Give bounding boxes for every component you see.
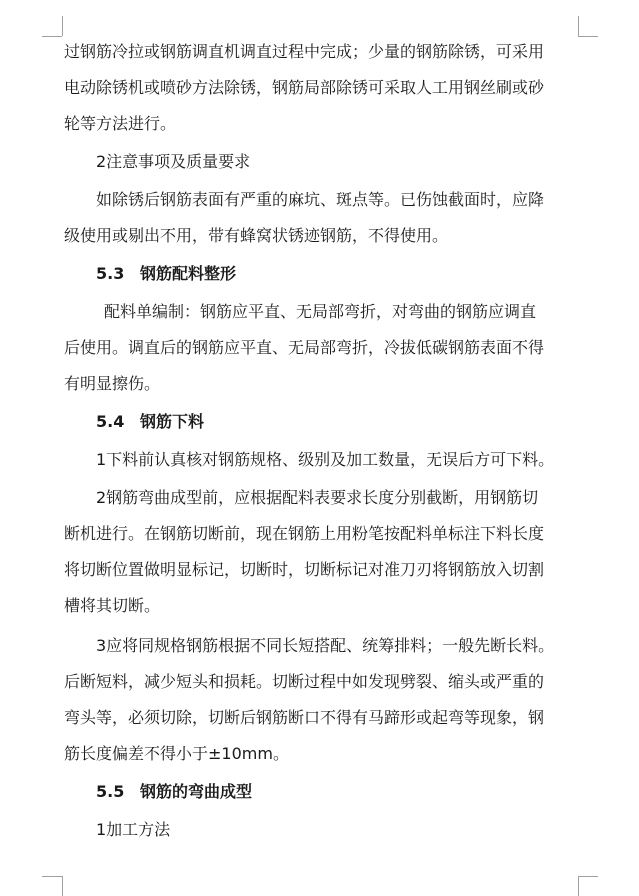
body-text-line: 配料单编制：钢筋应平直、无局部弯折，对弯曲的钢筋应调直 — [104, 302, 537, 321]
section-number: 5.3 — [96, 264, 125, 283]
body-text-line: 电动除锈机或喷砂方法除锈，钢筋局部除锈可采取人工用钢丝刷或砂 — [64, 78, 545, 97]
subsection-label: 1加工方法 — [96, 820, 171, 839]
section-title: 钢筋下料 — [140, 412, 205, 431]
body-text-line: 如除锈后钢筋表面有严重的麻坑、斑点等。已伤蚀截面时，应降 — [96, 190, 545, 209]
body-text-line: 断机进行。在钢筋切断前，现在钢筋上用粉笔按配料单标注下料长度 — [64, 524, 545, 543]
section-heading-5-5 — [96, 780, 252, 804]
body-text-line: 将切断位置做明显标记，切断时，切断标记对准刀刃将钢筋放入切割 — [64, 560, 545, 579]
section-heading-5-4 — [96, 410, 204, 434]
body-text-line: 后断短料，减少短头和损耗。切断过程中如发现劈裂、缩头或严重的 — [64, 672, 545, 691]
body-text-line: 有明显擦伤。 — [64, 374, 161, 393]
section-heading-5-3 — [96, 262, 236, 286]
section-number: 5.4 — [96, 412, 125, 431]
section-number: 5.5 — [96, 782, 125, 801]
body-text-line: 级使用或剔出不用，带有蜂窝状锈迹钢筋，不得使用。 — [64, 226, 449, 245]
body-text-line: 筋长度偏差不得小于±10mm。 — [64, 744, 289, 763]
body-text-line: 1下料前认真核对钢筋规格、级别及加工数量，无误后方可下料。 — [96, 450, 555, 469]
section-title: 钢筋的弯曲成型 — [140, 782, 253, 801]
body-text-line: 2钢筋弯曲成型前，应根据配料表要求长度分别截断，用钢筋切 — [96, 488, 539, 507]
body-text-line: 过钢筋冷拉或钢筋调直机调直过程中完成；少量的钢筋除锈，可采用 — [64, 42, 545, 61]
body-text-line: 3应将同规格钢筋根据不同长短搭配、统筹排料；一般先断长料。 — [96, 636, 555, 655]
body-text-line: 后使用。调直后的钢筋应平直、无局部弯折，冷拔低碳钢筋表面不得 — [64, 338, 545, 357]
body-text-line: 轮等方法进行。 — [64, 114, 177, 133]
section-title: 钢筋配料整形 — [140, 264, 237, 283]
body-text-line: 槽将其切断。 — [64, 596, 161, 615]
body-text-line: 弯头等，必须切除，切断后钢筋断口不得有马蹄形或起弯等现象，钢 — [64, 708, 545, 727]
subsection-label: 2注意事项及质量要求 — [96, 152, 251, 171]
